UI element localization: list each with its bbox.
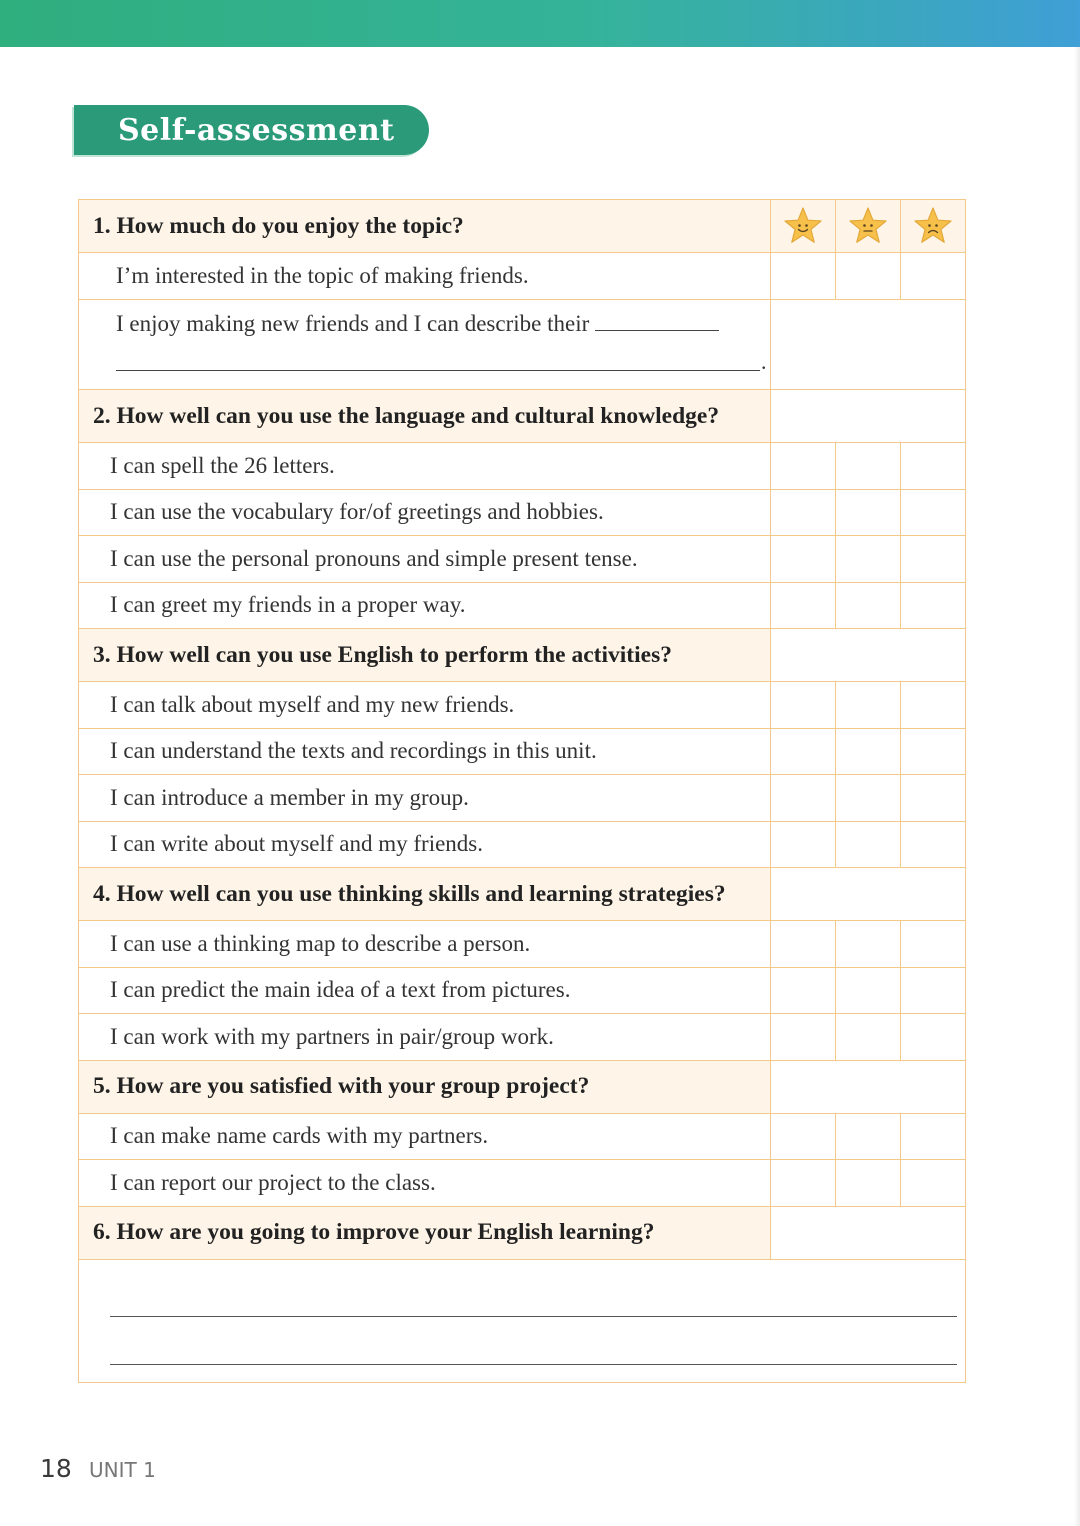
answer-line[interactable] (110, 1364, 957, 1365)
rating-cell-frowning[interactable] (901, 253, 966, 300)
rating-cell-neutral[interactable] (836, 536, 901, 583)
period-mark: . (761, 349, 767, 374)
statement-row (79, 1113, 966, 1160)
rating-cell-neutral[interactable] (836, 775, 901, 822)
rating-cell-frowning[interactable] (901, 921, 966, 968)
statement-row (79, 821, 966, 868)
rating-cell-neutral[interactable] (836, 921, 901, 968)
section-title-banner (74, 105, 429, 155)
fill-in-blank-long[interactable] (116, 356, 760, 371)
rating-cell-smiling[interactable] (771, 1014, 836, 1061)
statement-text: I can use the personal pronouns and simple present tense. (79, 536, 771, 583)
question-row (79, 868, 966, 921)
page-edge-shadow (1074, 47, 1080, 1526)
statement-row (79, 443, 966, 490)
question-row (79, 200, 966, 253)
section-title: Self-assessment (118, 112, 395, 148)
statement-row (79, 489, 966, 536)
question-row (79, 390, 966, 443)
rating-cell-smiling[interactable] (771, 921, 836, 968)
question-blank-cell (771, 1060, 966, 1113)
fill-in-text: I enjoy making new friends and I can describe their (116, 311, 590, 336)
rating-cell-smiling[interactable] (771, 967, 836, 1014)
rating-cell-neutral[interactable] (836, 728, 901, 775)
neutral-star-icon (836, 200, 901, 253)
rating-cell-frowning[interactable] (901, 775, 966, 822)
question-text: 1. How much do you enjoy the topic? (79, 200, 771, 253)
statement-text: I can talk about myself and my new friends. (79, 682, 771, 729)
page-number: 18 (40, 1454, 72, 1483)
question-row (79, 1206, 966, 1259)
question-blank-cell (771, 1206, 966, 1259)
fill-in-cell (79, 300, 771, 390)
question-row (79, 629, 966, 682)
statement-row (79, 682, 966, 729)
rating-cell-frowning[interactable] (901, 443, 966, 490)
rating-cell-neutral[interactable] (836, 1113, 901, 1160)
rating-cell-smiling[interactable] (771, 489, 836, 536)
statement-text: I can spell the 26 letters. (79, 443, 771, 490)
rating-cell-neutral[interactable] (836, 489, 901, 536)
question-text: 2. How well can you use the language and cultural knowledge? (79, 390, 771, 443)
answer-row (79, 1259, 966, 1382)
statement-text: I can understand the texts and recordings in this unit. (79, 728, 771, 775)
rating-cell-neutral[interactable] (836, 1160, 901, 1207)
rating-cell-neutral[interactable] (836, 582, 901, 629)
question-text: 3. How well can you use English to perform the activities? (79, 629, 771, 682)
frowning-star-icon (901, 200, 966, 253)
statement-text: I can make name cards with my partners. (79, 1113, 771, 1160)
statement-row (79, 253, 966, 300)
statement-row (79, 967, 966, 1014)
rating-cell-neutral[interactable] (836, 1014, 901, 1061)
rating-cell-neutral[interactable] (836, 443, 901, 490)
statement-row (79, 728, 966, 775)
statement-row (79, 921, 966, 968)
answer-line[interactable] (110, 1316, 957, 1317)
rating-cell-neutral[interactable] (836, 253, 901, 300)
statement-row (79, 1014, 966, 1061)
statement-row (79, 1160, 966, 1207)
rating-cell-frowning[interactable] (901, 1160, 966, 1207)
rating-cell-frowning[interactable] (901, 821, 966, 868)
rating-cell-neutral[interactable] (836, 682, 901, 729)
rating-cell-smiling[interactable] (771, 821, 836, 868)
rating-cell-frowning[interactable] (901, 536, 966, 583)
rating-cell-smiling[interactable] (771, 775, 836, 822)
rating-cell-neutral[interactable] (836, 821, 901, 868)
rating-cell-frowning[interactable] (901, 728, 966, 775)
rating-cell-frowning[interactable] (901, 489, 966, 536)
rating-cell-smiling[interactable] (771, 443, 836, 490)
rating-cell-frowning[interactable] (901, 582, 966, 629)
rating-cell-smiling[interactable] (771, 582, 836, 629)
statement-row (79, 536, 966, 583)
unit-label: UNIT 1 (89, 1458, 156, 1482)
question-blank-cell (771, 868, 966, 921)
statement-text: I can write about myself and my friends. (79, 821, 771, 868)
statement-text: I can report our project to the class. (79, 1160, 771, 1207)
statement-row (79, 582, 966, 629)
statement-text: I can work with my partners in pair/group work. (79, 1014, 771, 1061)
smiling-star-icon (771, 200, 836, 253)
question-text: 6. How are you going to improve your English learning? (79, 1206, 771, 1259)
rating-cell-smiling[interactable] (771, 1113, 836, 1160)
rating-cell-frowning[interactable] (901, 967, 966, 1014)
question-blank-cell (771, 629, 966, 682)
statement-text: I can predict the main idea of a text from pictures. (79, 967, 771, 1014)
rating-cell-frowning[interactable] (901, 1113, 966, 1160)
statement-text: I can use the vocabulary for/of greetings and hobbies. (79, 489, 771, 536)
statement-text: I can greet my friends in a proper way. (79, 582, 771, 629)
question-blank-cell (771, 390, 966, 443)
fill-in-empty-rating (771, 300, 966, 390)
self-assessment-table (78, 199, 966, 1383)
rating-cell-frowning[interactable] (901, 682, 966, 729)
statement-text: I can introduce a member in my group. (79, 775, 771, 822)
rating-cell-smiling[interactable] (771, 682, 836, 729)
statement-row (79, 775, 966, 822)
rating-cell-smiling[interactable] (771, 728, 836, 775)
rating-cell-smiling[interactable] (771, 253, 836, 300)
question-row (79, 1060, 966, 1113)
answer-area (79, 1259, 966, 1382)
question-text: 4. How well can you use thinking skills and learning strategies? (79, 868, 771, 921)
rating-cell-smiling[interactable] (771, 1160, 836, 1207)
fill-in-row (79, 300, 966, 390)
question-text: 5. How are you satisfied with your group project? (79, 1060, 771, 1113)
rating-cell-smiling[interactable] (771, 536, 836, 583)
rating-cell-frowning[interactable] (901, 1014, 966, 1061)
rating-cell-neutral[interactable] (836, 967, 901, 1014)
fill-in-blank-short[interactable] (595, 310, 719, 331)
statement-text: I’m interested in the topic of making friends. (79, 253, 771, 300)
top-color-band (0, 0, 1080, 47)
statement-text: I can use a thinking map to describe a person. (79, 921, 771, 968)
